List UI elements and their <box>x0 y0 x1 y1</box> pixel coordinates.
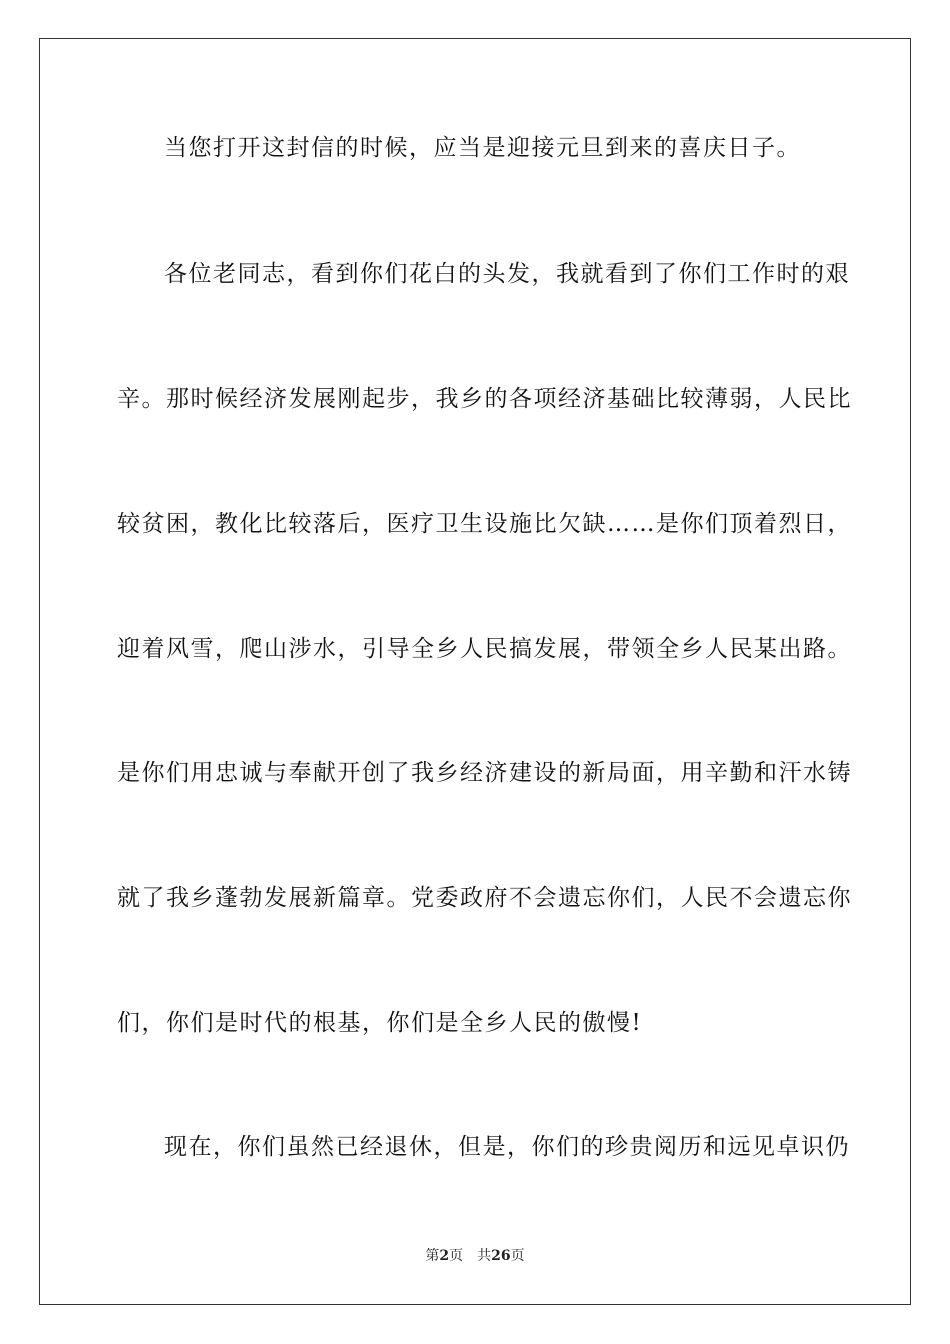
paragraph-line-9: 现在，你们虽然已经退休，但是，你们的珍贵阅历和远见卓识仍 <box>164 1134 850 1160</box>
page-footer <box>0 1245 950 1265</box>
page-suffix: 页 <box>449 1248 464 1264</box>
paragraph-line-8: 们，你们是时代的根基，你们是全乡人民的傲慢! <box>117 1010 643 1036</box>
paragraph-line-6: 是你们用忠诚与奉献开创了我乡经济建设的新局面，用辛勤和汗水铸 <box>117 760 852 786</box>
total-prefix: 共 <box>477 1248 492 1264</box>
paragraph-line-5: 迎着风雪，爬山涉水，引导全乡人民搞发展，带领全乡人民某出路。 <box>117 636 852 662</box>
page-number: 2 <box>439 1248 450 1264</box>
total-suffix: 页 <box>510 1248 525 1264</box>
paragraph-line-1: 当您打开这封信的时候，应当是迎接元旦到来的喜庆日子。 <box>164 135 801 161</box>
paragraph-line-3: 辛。那时候经济发展刚起步，我乡的各项经济基础比较薄弱，人民比 <box>117 386 852 412</box>
paragraph-line-4: 较贫困，教化比较落后，医疗卫生设施比欠缺……是你们顶着烈日， <box>117 511 852 537</box>
paragraph-line-7: 就了我乡蓬勃发展新篇章。党委政府不会遗忘你们，人民不会遗忘你 <box>117 885 852 911</box>
page-prefix: 第 <box>425 1248 440 1264</box>
page-border <box>39 38 911 1305</box>
total-pages: 26 <box>491 1248 511 1264</box>
paragraph-line-2: 各位老同志，看到你们花白的头发，我就看到了你们工作时的艰 <box>164 261 850 287</box>
